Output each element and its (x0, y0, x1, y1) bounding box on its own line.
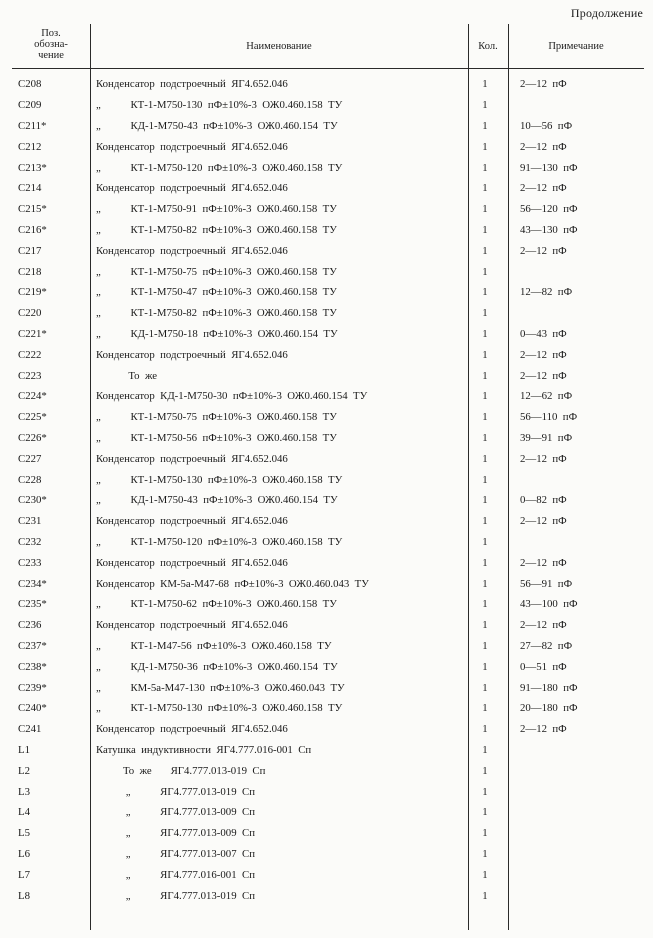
cell-pos: L2 (18, 764, 30, 777)
cell-name: „ КД-1-М750-43 пФ±10%-3 ОЖ0.460.154 ТУ (96, 494, 338, 507)
cell-pos: C226* (18, 431, 47, 444)
cell-name: „ КД-1-М750-36 пФ±10%-3 ОЖ0.460.154 ТУ (96, 660, 338, 673)
cell-name: „ ЯГ4.777.016-001 Сп (96, 868, 255, 881)
cell-pos: C209 (18, 99, 42, 112)
cell-qty: 1 (482, 182, 488, 195)
cell-pos: C237* (18, 639, 47, 652)
cell-name: Конденсатор подстроечный ЯГ4.652.046 (96, 619, 288, 632)
cell-qty: 1 (482, 598, 488, 611)
cell-name: „ ЯГ4.777.013-009 Сп (96, 827, 255, 840)
cell-note: 56—91 пФ (520, 577, 573, 590)
cell-pos: L6 (18, 847, 30, 860)
cell-pos: C211* (18, 119, 47, 132)
cell-note: 2—12 пФ (520, 140, 567, 153)
cell-name: Конденсатор подстроечный ЯГ4.652.046 (96, 556, 288, 569)
cell-name: „ ЯГ4.777.013-019 Сп (96, 785, 255, 798)
cell-pos: L5 (18, 827, 30, 840)
cell-note: 0—43 пФ (520, 327, 567, 340)
cell-pos: C215* (18, 203, 47, 216)
cell-qty: 1 (482, 327, 488, 340)
cell-qty: 1 (482, 827, 488, 840)
cell-pos: C230* (18, 494, 47, 507)
cell-qty: 1 (482, 681, 488, 694)
cell-pos: C240* (18, 702, 47, 715)
cell-name: Катушка индуктивности ЯГ4.777.016-001 Сп (96, 743, 312, 756)
cell-qty: 1 (482, 743, 488, 756)
cell-note: 0—51 пФ (520, 660, 567, 673)
cell-qty: 1 (482, 161, 488, 174)
table-row (12, 282, 644, 303)
cell-name: Конденсатор КМ-5а-М47-68 пФ±10%-3 ОЖ0.460.043 ТУ (96, 577, 369, 590)
cell-note: 91—180 пФ (520, 681, 578, 694)
cell-note: 39—91 пФ (520, 431, 573, 444)
cell-name: „ КМ-5а-М47-130 пФ±10%-3 ОЖ0.460.043 ТУ (96, 681, 345, 694)
cell-note: 12—82 пФ (520, 286, 573, 299)
table-row (12, 573, 644, 594)
cell-pos: C223 (18, 369, 42, 382)
table-row (12, 448, 644, 469)
cell-note: 56—120 пФ (520, 203, 578, 216)
cell-pos: C227 (18, 452, 42, 465)
cell-note: 2—12 пФ (520, 348, 567, 361)
table-row (12, 740, 644, 761)
cell-qty: 1 (482, 265, 488, 278)
table-row (12, 178, 644, 199)
table-row (12, 157, 644, 178)
cell-qty: 1 (482, 764, 488, 777)
cell-name: „ КТ-1-М750-82 пФ±10%-3 ОЖ0.460.158 ТУ (96, 307, 337, 320)
cell-name: „ КТ-1-М750-56 пФ±10%-3 ОЖ0.460.158 ТУ (96, 431, 337, 444)
table-row (12, 532, 644, 553)
cell-qty: 1 (482, 723, 488, 736)
header-note: Примечание (548, 41, 604, 52)
cell-qty: 1 (482, 639, 488, 652)
cell-qty: 1 (482, 452, 488, 465)
cell-qty: 1 (482, 868, 488, 881)
cell-pos: L1 (18, 743, 30, 756)
cell-pos: L8 (18, 889, 30, 902)
cell-qty: 1 (482, 140, 488, 153)
table-row (12, 864, 644, 885)
table-row (12, 74, 644, 95)
cell-note: 2—12 пФ (520, 182, 567, 195)
cell-pos: C213* (18, 161, 47, 174)
cell-qty: 1 (482, 78, 488, 91)
cell-pos: C216* (18, 223, 47, 236)
cell-pos: C236 (18, 619, 42, 632)
cell-pos: C241 (18, 723, 42, 736)
cell-name: „ КТ-1-М750-82 пФ±10%-3 ОЖ0.460.158 ТУ (96, 223, 337, 236)
cell-pos: L3 (18, 785, 30, 798)
cell-name: Конденсатор подстроечный ЯГ4.652.046 (96, 244, 288, 257)
cell-name: „ КТ-1-М750-120 пФ±10%-3 ОЖ0.460.158 ТУ (96, 161, 343, 174)
cell-note: 2—12 пФ (520, 723, 567, 736)
cell-qty: 1 (482, 473, 488, 486)
cell-name: „ КТ-1-М750-130 пФ±10%-3 ОЖ0.460.158 ТУ (96, 99, 343, 112)
header-separator (12, 68, 644, 69)
cell-note: 20—180 пФ (520, 702, 578, 715)
cell-pos: C208 (18, 78, 42, 91)
cell-pos: C219* (18, 286, 47, 299)
header-qty: Кол. (478, 41, 498, 52)
cell-note: 10—56 пФ (520, 119, 573, 132)
cell-pos: L7 (18, 868, 30, 881)
table-row (12, 615, 644, 636)
cell-name: „ КТ-1-М750-47 пФ±10%-3 ОЖ0.460.158 ТУ (96, 286, 337, 299)
header-pos-line3: чение (38, 50, 64, 61)
cell-pos: C228 (18, 473, 42, 486)
cell-pos: C218 (18, 265, 42, 278)
table-row (12, 885, 644, 906)
cell-name: „ КД-1-М750-18 пФ±10%-3 ОЖ0.460.154 ТУ (96, 327, 338, 340)
cell-note: 2—12 пФ (520, 369, 567, 382)
table-row (12, 656, 644, 677)
cell-name: То же ЯГ4.777.013-019 Сп (96, 764, 266, 777)
cell-qty: 1 (482, 99, 488, 112)
cell-pos: C234* (18, 577, 47, 590)
cell-name: „ КД-1-М750-43 пФ±10%-3 ОЖ0.460.154 ТУ (96, 119, 338, 132)
cell-note: 27—82 пФ (520, 639, 573, 652)
cell-pos: C239* (18, 681, 47, 694)
cell-note: 91—130 пФ (520, 161, 578, 174)
cell-qty: 1 (482, 369, 488, 382)
cell-name: Конденсатор подстроечный ЯГ4.652.046 (96, 140, 288, 153)
cell-name: „ КТ-1-М750-91 пФ±10%-3 ОЖ0.460.158 ТУ (96, 203, 337, 216)
cell-qty: 1 (482, 286, 488, 299)
cell-note: 12—62 пФ (520, 390, 573, 403)
cell-name: Конденсатор подстроечный ЯГ4.652.046 (96, 452, 288, 465)
cell-qty: 1 (482, 702, 488, 715)
cell-name: Конденсатор подстроечный ЯГ4.652.046 (96, 182, 288, 195)
cell-qty: 1 (482, 307, 488, 320)
cell-pos: C212 (18, 140, 42, 153)
cell-pos: C217 (18, 244, 42, 257)
cell-qty: 1 (482, 577, 488, 590)
cell-note: 43—100 пФ (520, 598, 578, 611)
cell-qty: 1 (482, 535, 488, 548)
table-row (12, 719, 644, 740)
cell-name: Конденсатор подстроечный ЯГ4.652.046 (96, 78, 288, 91)
cell-pos: C224* (18, 390, 47, 403)
table-row (12, 407, 644, 428)
table-row (12, 428, 644, 449)
table-row (12, 386, 644, 407)
cell-name: „ КТ-1-М750-130 пФ±10%-3 ОЖ0.460.158 ТУ (96, 473, 343, 486)
cell-note: 2—12 пФ (520, 556, 567, 569)
cell-qty: 1 (482, 556, 488, 569)
table-row (12, 511, 644, 532)
cell-name: То же (96, 369, 158, 382)
cell-qty: 1 (482, 348, 488, 361)
table-row (12, 136, 644, 157)
cell-qty: 1 (482, 203, 488, 216)
cell-qty: 1 (482, 619, 488, 632)
cell-name: „ КТ-1-М750-75 пФ±10%-3 ОЖ0.460.158 ТУ (96, 265, 337, 278)
cell-name: Конденсатор подстроечный ЯГ4.652.046 (96, 515, 288, 528)
cell-pos: C238* (18, 660, 47, 673)
cell-name: „ ЯГ4.777.013-007 Сп (96, 847, 255, 860)
cell-pos: C225* (18, 411, 47, 424)
cell-note: 2—12 пФ (520, 619, 567, 632)
cell-qty: 1 (482, 119, 488, 132)
cell-name: „ КТ-1-М47-56 пФ±10%-3 ОЖ0.460.158 ТУ (96, 639, 332, 652)
cell-pos: C235* (18, 598, 47, 611)
cell-name: „ ЯГ4.777.013-019 Сп (96, 889, 255, 902)
table-row (12, 802, 644, 823)
table-row (12, 303, 644, 324)
table-row (12, 344, 644, 365)
table-row (12, 677, 644, 698)
table-row (12, 636, 644, 657)
cell-note: 0—82 пФ (520, 494, 567, 507)
table-row (12, 490, 644, 511)
cell-pos: C221* (18, 327, 47, 340)
header-pos (12, 28, 90, 61)
cell-qty: 1 (482, 785, 488, 798)
cell-name: „ КТ-1-М750-75 пФ±10%-3 ОЖ0.460.158 ТУ (96, 411, 337, 424)
cell-qty: 1 (482, 515, 488, 528)
table-row (12, 594, 644, 615)
header-name: Наименование (246, 41, 312, 52)
header-pos-line2: обозна- (34, 39, 68, 50)
cell-pos: C222 (18, 348, 42, 361)
header-pos-line1: Поз. (41, 28, 61, 39)
cell-note: 2—12 пФ (520, 515, 567, 528)
table-row (12, 240, 644, 261)
cell-qty: 1 (482, 411, 488, 424)
cell-qty: 1 (482, 431, 488, 444)
table-row (12, 324, 644, 345)
table-row (12, 199, 644, 220)
cell-name: „ КТ-1-М750-130 пФ±10%-3 ОЖ0.460.158 ТУ (96, 702, 343, 715)
cell-qty: 1 (482, 390, 488, 403)
cell-qty: 1 (482, 847, 488, 860)
cell-qty: 1 (482, 889, 488, 902)
cell-name: Конденсатор КД-1-М750-30 пФ±10%-3 ОЖ0.460.154 ТУ (96, 390, 368, 403)
table-row (12, 365, 644, 386)
cell-note: 43—130 пФ (520, 223, 578, 236)
table-row (12, 760, 644, 781)
cell-qty: 1 (482, 223, 488, 236)
table-row (12, 823, 644, 844)
table-row (12, 781, 644, 802)
cell-name: „ ЯГ4.777.013-009 Сп (96, 806, 255, 819)
table-row (12, 698, 644, 719)
cell-qty: 1 (482, 494, 488, 507)
cell-pos: C232 (18, 535, 42, 548)
table-row (12, 116, 644, 137)
cell-name: Конденсатор подстроечный ЯГ4.652.046 (96, 723, 288, 736)
continuation-label: Продолжение (570, 6, 643, 20)
cell-name: Конденсатор подстроечный ЯГ4.652.046 (96, 348, 288, 361)
cell-pos: L4 (18, 806, 30, 819)
cell-note: 2—12 пФ (520, 244, 567, 257)
cell-note: 56—110 пФ (520, 411, 578, 424)
cell-pos: C214 (18, 182, 42, 195)
table-row (12, 261, 644, 282)
cell-name: „ КТ-1-М750-62 пФ±10%-3 ОЖ0.460.158 ТУ (96, 598, 337, 611)
cell-qty: 1 (482, 244, 488, 257)
cell-name: „ КТ-1-М750-120 пФ±10%-3 ОЖ0.460.158 ТУ (96, 535, 343, 548)
table-row (12, 220, 644, 241)
table-row (12, 844, 644, 865)
table-row (12, 469, 644, 490)
cell-qty: 1 (482, 660, 488, 673)
cell-note: 2—12 пФ (520, 452, 567, 465)
table-row (12, 552, 644, 573)
parts-table (12, 24, 644, 930)
cell-pos: C233 (18, 556, 42, 569)
cell-pos: C231 (18, 515, 42, 528)
cell-note: 2—12 пФ (520, 78, 567, 91)
cell-pos: C220 (18, 307, 42, 320)
cell-qty: 1 (482, 806, 488, 819)
table-row (12, 95, 644, 116)
